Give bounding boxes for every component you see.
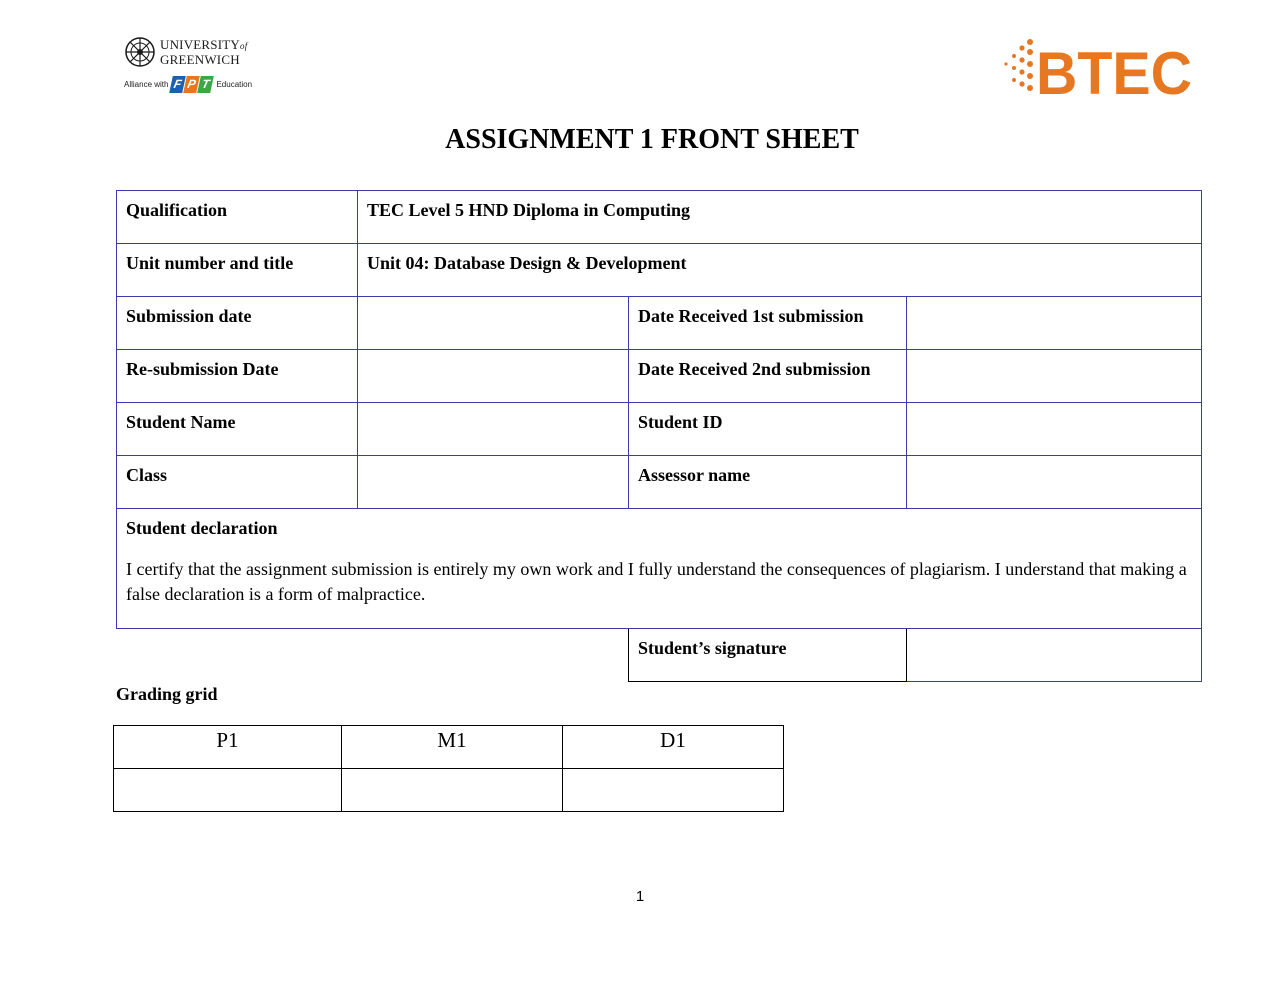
fpt-logo [171, 76, 213, 93]
front-sheet-table [116, 190, 1202, 682]
student-id-field[interactable] [907, 403, 1202, 456]
university-name: UNIVERSITYof GREENWICH [160, 37, 248, 67]
page-number: 1 [635, 888, 645, 905]
grade-header-d1: D1 [563, 726, 784, 769]
alliance-suffix: Education [216, 80, 253, 89]
fpt-letter: F [170, 76, 187, 93]
fpt-alliance [124, 76, 264, 93]
grading-grid [113, 725, 784, 812]
assessor-field[interactable] [907, 456, 1202, 509]
submission-date-field[interactable] [358, 297, 629, 350]
resubmission-date-label: Re-submission Date [117, 350, 358, 403]
qualification-value: TEC Level 5 HND Diploma in Computing [358, 191, 1202, 244]
date-received-2-label: Date Received 2nd submission [629, 350, 907, 403]
fpt-letter: P [184, 76, 201, 93]
university-logo [124, 36, 264, 106]
grade-cell-p1[interactable] [114, 769, 342, 812]
university-crest-icon [124, 36, 156, 68]
qualification-label: Qualification [117, 191, 358, 244]
signature-field[interactable] [907, 629, 1202, 682]
unit-label: Unit number and title [117, 244, 358, 297]
grade-cell-m1[interactable] [342, 769, 563, 812]
grading-grid-title: Grading grid [116, 684, 218, 704]
unit-value: Unit 04: Database Design & Development [358, 244, 1202, 297]
alliance-prefix: Alliance with [124, 80, 169, 89]
assessor-label: Assessor name [629, 456, 907, 509]
date-received-1-label: Date Received 1st submission [629, 297, 907, 350]
declaration-title: Student declaration [126, 518, 278, 538]
signature-spacer [117, 629, 629, 682]
declaration-text: I certify that the assignment submission is entirely my own work and I fully understand the consequences of plagiarism. I understand that making a false declaration is a form of malpractice. [126, 559, 1187, 604]
student-id-label: Student ID [629, 403, 907, 456]
resubmission-date-field[interactable] [358, 350, 629, 403]
date-received-2-field[interactable] [907, 350, 1202, 403]
class-label: Class [117, 456, 358, 509]
student-name-label: Student Name [117, 403, 358, 456]
grade-cell-d1[interactable] [563, 769, 784, 812]
grade-header-m1: M1 [342, 726, 563, 769]
declaration-cell [117, 509, 1202, 629]
grade-header-p1: P1 [114, 726, 342, 769]
btec-logo [1000, 34, 1196, 100]
submission-date-label: Submission date [117, 297, 358, 350]
class-field[interactable] [358, 456, 629, 509]
fpt-letter: T [198, 76, 215, 93]
signature-label: Student’s signature [629, 629, 907, 682]
page-title: ASSIGNMENT 1 FRONT SHEET [445, 124, 859, 155]
date-received-1-field[interactable] [907, 297, 1202, 350]
student-name-field[interactable] [358, 403, 629, 456]
btec-wordmark: BTEC [1036, 40, 1192, 100]
